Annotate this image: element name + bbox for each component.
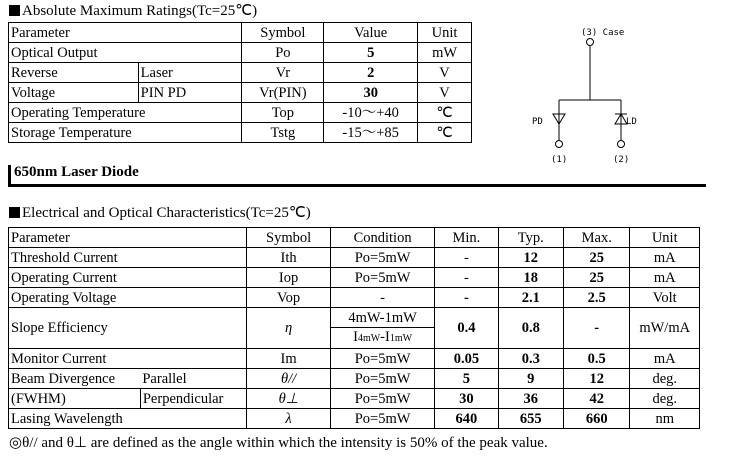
case-label: (3) Case bbox=[581, 28, 625, 38]
pin-schematic-diagram bbox=[525, 20, 645, 170]
header-symbol: Symbol bbox=[242, 23, 324, 43]
table-row: Optical Output Po 5 mW bbox=[9, 43, 472, 63]
header-unit: Unit bbox=[418, 23, 472, 43]
eo-characteristics-table bbox=[8, 227, 700, 429]
table-row: Reverse Laser Vr 2 V bbox=[9, 63, 472, 83]
table-row: Storage Temperature Tstg -15～+85 ℃ bbox=[9, 123, 472, 143]
black-square-icon bbox=[9, 5, 20, 16]
abs-max-title: Absolute Maximum Ratings(Tc=25℃) bbox=[9, 3, 257, 20]
abs-max-table bbox=[8, 22, 472, 143]
table-row: (FWHM) Perpendicular θ⊥ Po=5mW 30 36 42 deg. bbox=[9, 389, 700, 409]
table-row: Operating Temperature Top -10～+40 ℃ bbox=[9, 103, 472, 123]
table-row: Voltage PIN PD Vr(PIN) 30 V bbox=[9, 83, 472, 103]
table-header-row bbox=[9, 23, 472, 43]
black-square-icon bbox=[9, 207, 20, 218]
table-row: Monitor Current Im Po=5mW 0.05 0.3 0.5 mA bbox=[9, 349, 700, 369]
table-row: Threshold Current Ith Po=5mW - 12 25 mA bbox=[9, 248, 700, 268]
table-row: Operating Current Iop Po=5mW - 18 25 mA bbox=[9, 268, 700, 288]
product-title: 650nm Laser Diode bbox=[14, 164, 139, 180]
header-value: Value bbox=[324, 23, 418, 43]
footnote: ◎θ// and θ⊥ are defined as the angle within which the intensity is 50% of the peak value. bbox=[9, 435, 548, 451]
table-header-row: Parameter Symbol Condition Min. Typ. Max. Unit bbox=[9, 228, 700, 248]
pin2-icon bbox=[618, 141, 625, 148]
pin2-label: (2) bbox=[613, 155, 630, 165]
table-row: Lasing Wavelength λ Po=5mW 640 655 660 nm bbox=[9, 409, 700, 429]
product-heading bbox=[8, 162, 706, 187]
pd-label: PD bbox=[532, 117, 543, 127]
heading-underline bbox=[8, 184, 706, 187]
header-parameter: Parameter bbox=[9, 23, 242, 43]
table-row: Beam Divergence Parallel θ// Po=5mW 5 9 12 deg. bbox=[9, 369, 700, 389]
ld-label: LD bbox=[626, 117, 637, 127]
table-row: Slope Efficiency η 4mW-1mW 0.4 0.8 - mW/mA bbox=[9, 308, 700, 328]
pin1-icon bbox=[556, 141, 563, 148]
table-row: Operating Voltage Vop - - 2.1 2.5 Volt bbox=[9, 288, 700, 308]
eo-title: Electrical and Optical Characteristics(Tc=25℃) bbox=[9, 205, 311, 222]
pin1-label: (1) bbox=[551, 155, 568, 165]
slope-condition-formula: I4mW-I1mW bbox=[330, 328, 434, 349]
heading-bar-icon bbox=[8, 165, 11, 185]
case-pin-icon bbox=[587, 39, 594, 46]
